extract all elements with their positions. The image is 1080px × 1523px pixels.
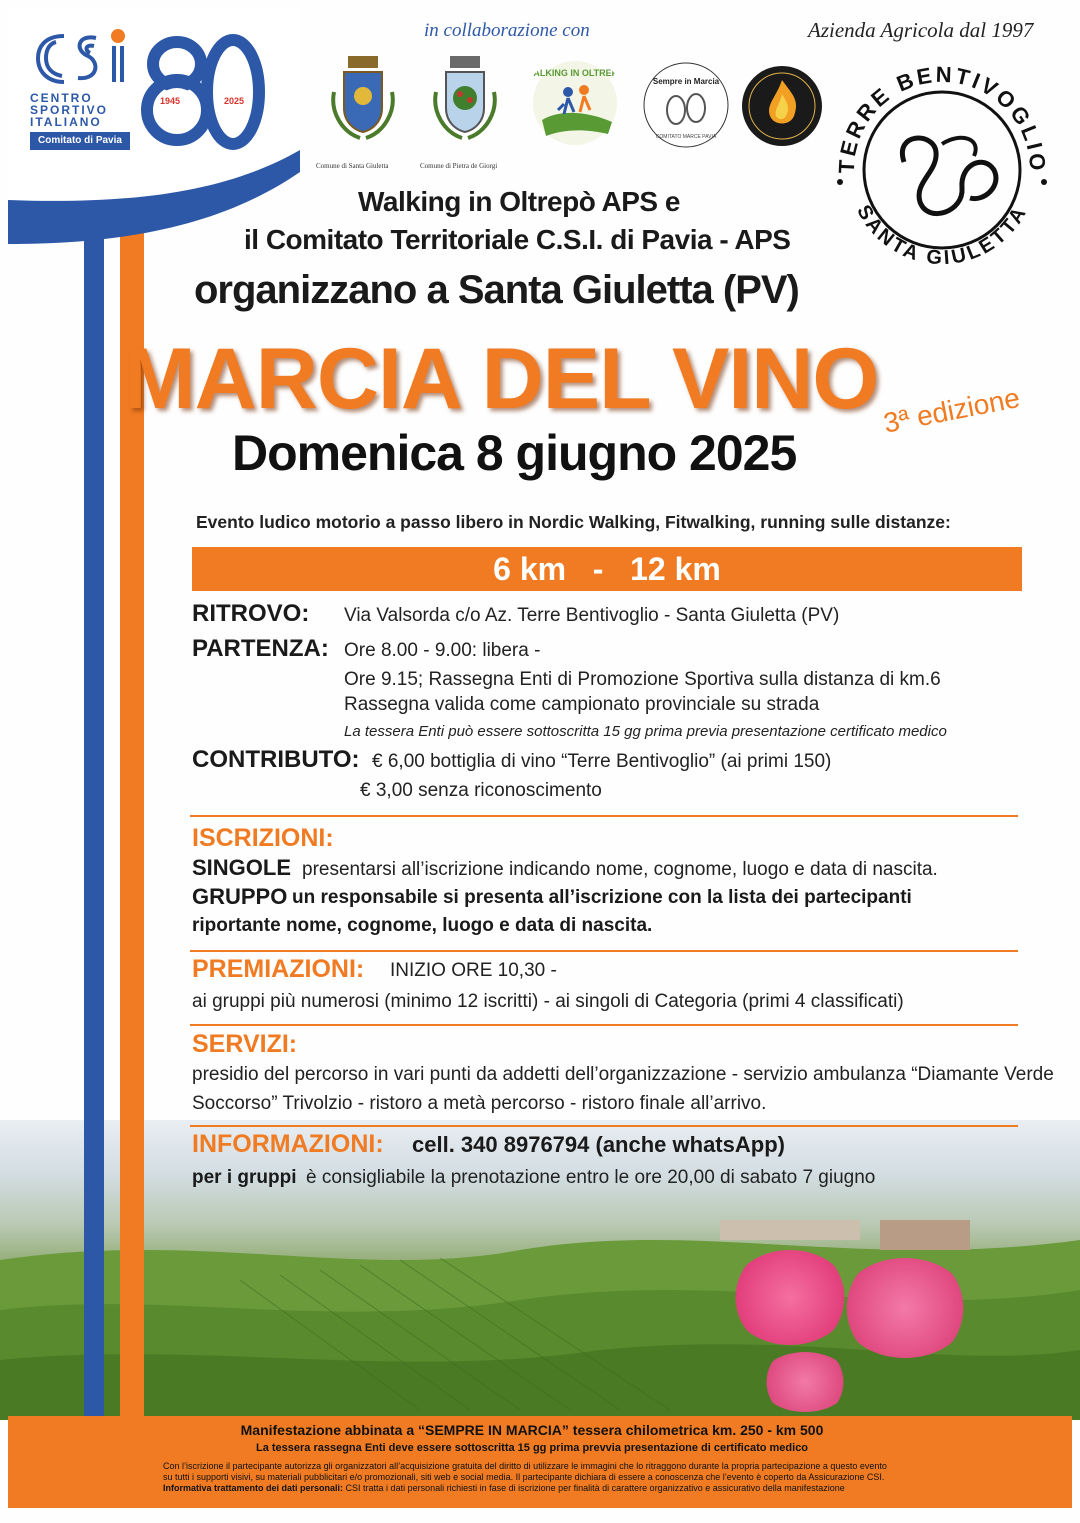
premiazioni-text: ai gruppi più numerosi (minimo 12 iscritti) - ai singoli di Categoria (primi 4 classificati) (192, 991, 904, 1012)
section-divider (190, 1125, 1018, 1127)
informazioni-groups-text: è consigliabile la prenotazione entro le ore 20,00 di sabato 7 giugno (306, 1167, 876, 1188)
footer-privacy-text: CSI tratta i dati personali richiesti in fase di iscrizione per finalità di carattere organizzativo e assicurativo della manifestazione (345, 1483, 845, 1493)
csi-emblem-icon (34, 28, 130, 88)
walking-logo-text: WALKING IN OLTREPÒ (525, 68, 625, 78)
partenza-label: PARTENZA: (192, 635, 329, 662)
anniversary-80-icon (135, 30, 265, 150)
terre-bentivoglio-logo (824, 52, 1060, 288)
footer-disclaimer (163, 1461, 1053, 1494)
gruppo-text-2: riportante nome, cognome, luogo e data di nascita. (192, 915, 653, 936)
event-date: Domenica 8 giugno 2025 (232, 425, 797, 481)
distances-banner: 6 km - 12 km (192, 547, 1022, 591)
contributo-line-2: € 3,00 senza riconoscimento (360, 780, 602, 801)
azienda-label: Azienda Agricola dal 1997 (808, 18, 1034, 42)
ritrovo-text: Via Valsorda c/o Az. Terre Bentivoglio - Santa Giuletta (PV) (344, 605, 840, 626)
partenza-line-1: Ore 8.00 - 9.00: libera - (344, 640, 541, 661)
organizer-line-1: Walking in Oltrepò APS e (358, 186, 680, 217)
csi-line3: ITALIANO (30, 115, 102, 129)
associazione-fire-logo (740, 64, 824, 148)
servizi-title: SERVIZI: (192, 1030, 298, 1058)
informazioni-phone: cell. 340 8976794 (anche whatsApp) (412, 1132, 785, 1157)
pink-flower-decoration (730, 1250, 850, 1345)
sempre-logo-text: Sempre in Marcia (652, 77, 720, 86)
organizer-line-2: il Comitato Territoriale C.S.I. di Pavia - APS (244, 224, 791, 255)
singole-text: presentarsi all’iscrizione indicando nome, cognome, luogo e data di nascita. (302, 859, 938, 880)
csi-year-end: 2025 (224, 96, 245, 106)
informazioni-title: INFORMAZIONI: (192, 1130, 384, 1158)
footer-line-3: Con l’iscrizione il partecipante autorizza gli organizzatori all’acquisizione gratuita del diritto di utilizzare le immagini che lo ritraggono durante la propria partecipazione a questo evento (163, 1461, 887, 1471)
event-description: Evento ludico motorio a passo libero in Nordic Walking, Fitwalking, running sulle distanze: (196, 512, 951, 532)
csi-committee: Comitato di Pavia (30, 132, 130, 150)
organizer-line-3: organizzano a Santa Giuletta (PV) (194, 268, 799, 312)
servizi-text-2: Soccorso” Trivolzio - ristoro a metà percorso - ristoro finale all’arrivo. (192, 1093, 767, 1114)
csi-wordmark (30, 92, 130, 128)
premiazioni-time: INIZIO ORE 10,30 - (390, 960, 557, 981)
contributo-line-1: € 6,00 bottiglia di vino “Terre Bentivoglio” (ai primi 150) (372, 751, 832, 772)
sempre-in-marcia-logo (636, 60, 736, 150)
ritrovo-label: RITROVO: (192, 600, 310, 627)
blue-stripe (84, 230, 104, 1420)
informazioni-groups-bold: per i gruppi (192, 1167, 297, 1188)
csi-line1: CENTRO (30, 91, 93, 105)
csi-line2: SPORTIVO (30, 103, 109, 117)
contributo-label: CONTRIBUTO: (192, 746, 360, 773)
iscrizioni-title: ISCRIZIONI: (192, 824, 334, 852)
section-divider (190, 1024, 1018, 1026)
gruppo-label: GRUPPO (192, 884, 288, 909)
pietra-de-giorgi-crest-icon (430, 52, 500, 148)
terre-logo-bottom-text: SANTA GIULETTA (852, 201, 1032, 270)
walking-in-oltrepo-logo (522, 58, 628, 148)
santa-giuletta-crest-icon (328, 52, 398, 148)
singole-label: SINGOLE (192, 855, 292, 880)
footer-privacy-label: Informativa trattamento dei dati personali: (163, 1483, 344, 1493)
pink-flower-decoration (840, 1258, 970, 1358)
event-title: MARCIA DEL VINO (124, 331, 879, 427)
section-divider (190, 815, 1018, 817)
terre-logo-top-text: TERRE BENTIVOGLIO (833, 61, 1051, 175)
partenza-line-2: Ore 9.15; Rassegna Enti di Promozione Sportiva sulla distanza di km.6 (344, 669, 941, 690)
partenza-note: La tessera Enti può essere sottoscritta 15 gg prima previa presentazione certificato medico (344, 723, 947, 740)
crest-caption-pietra-de-giorgi: Comune di Pietra de Giorgi (420, 162, 498, 170)
footer-line-1: Manifestazione abbinata a “SEMPRE IN MARCIA” tessera chilometrica km. 250 - km 500 (240, 1422, 824, 1438)
servizi-text-1: presidio del percorso in vari punti da addetti dell’organizzazione - servizio ambulanza “Diamante Verde (192, 1064, 1054, 1085)
gruppo-text-1: un responsabile si presenta all’iscrizione con la lista dei partecipanti (292, 887, 912, 908)
footer-line-2: La tessera rassegna Enti deve essere sottoscritta 15 gg prima prevvia presentazione di certificato medico (255, 1442, 809, 1454)
footer-privacy (163, 1483, 1053, 1494)
collaboration-label: in collaborazione con (424, 20, 590, 41)
premiazioni-title: PREMIAZIONI: (192, 955, 365, 983)
footer-line-4: su tutti i supporti visivi, su materiali pubblicitari e/o promozionali, siti web e social media. Il partecipante dichiara di essere a conoscenza che l’evento è coperto da Assicurazione CSI. (163, 1472, 885, 1482)
section-divider (190, 950, 1018, 952)
partenza-line-3: Rassegna valida come campionato provinciale su strada (344, 694, 820, 715)
sempre-logo-sub: COMITATO MARCE PAVIA (655, 134, 717, 140)
crest-caption-santa-giuletta: Comune di Santa Giuletta (316, 162, 389, 170)
pink-flower-decoration (760, 1352, 850, 1412)
event-edition: 3ª edizione (880, 381, 1023, 439)
csi-year-start: 1945 (160, 96, 181, 106)
